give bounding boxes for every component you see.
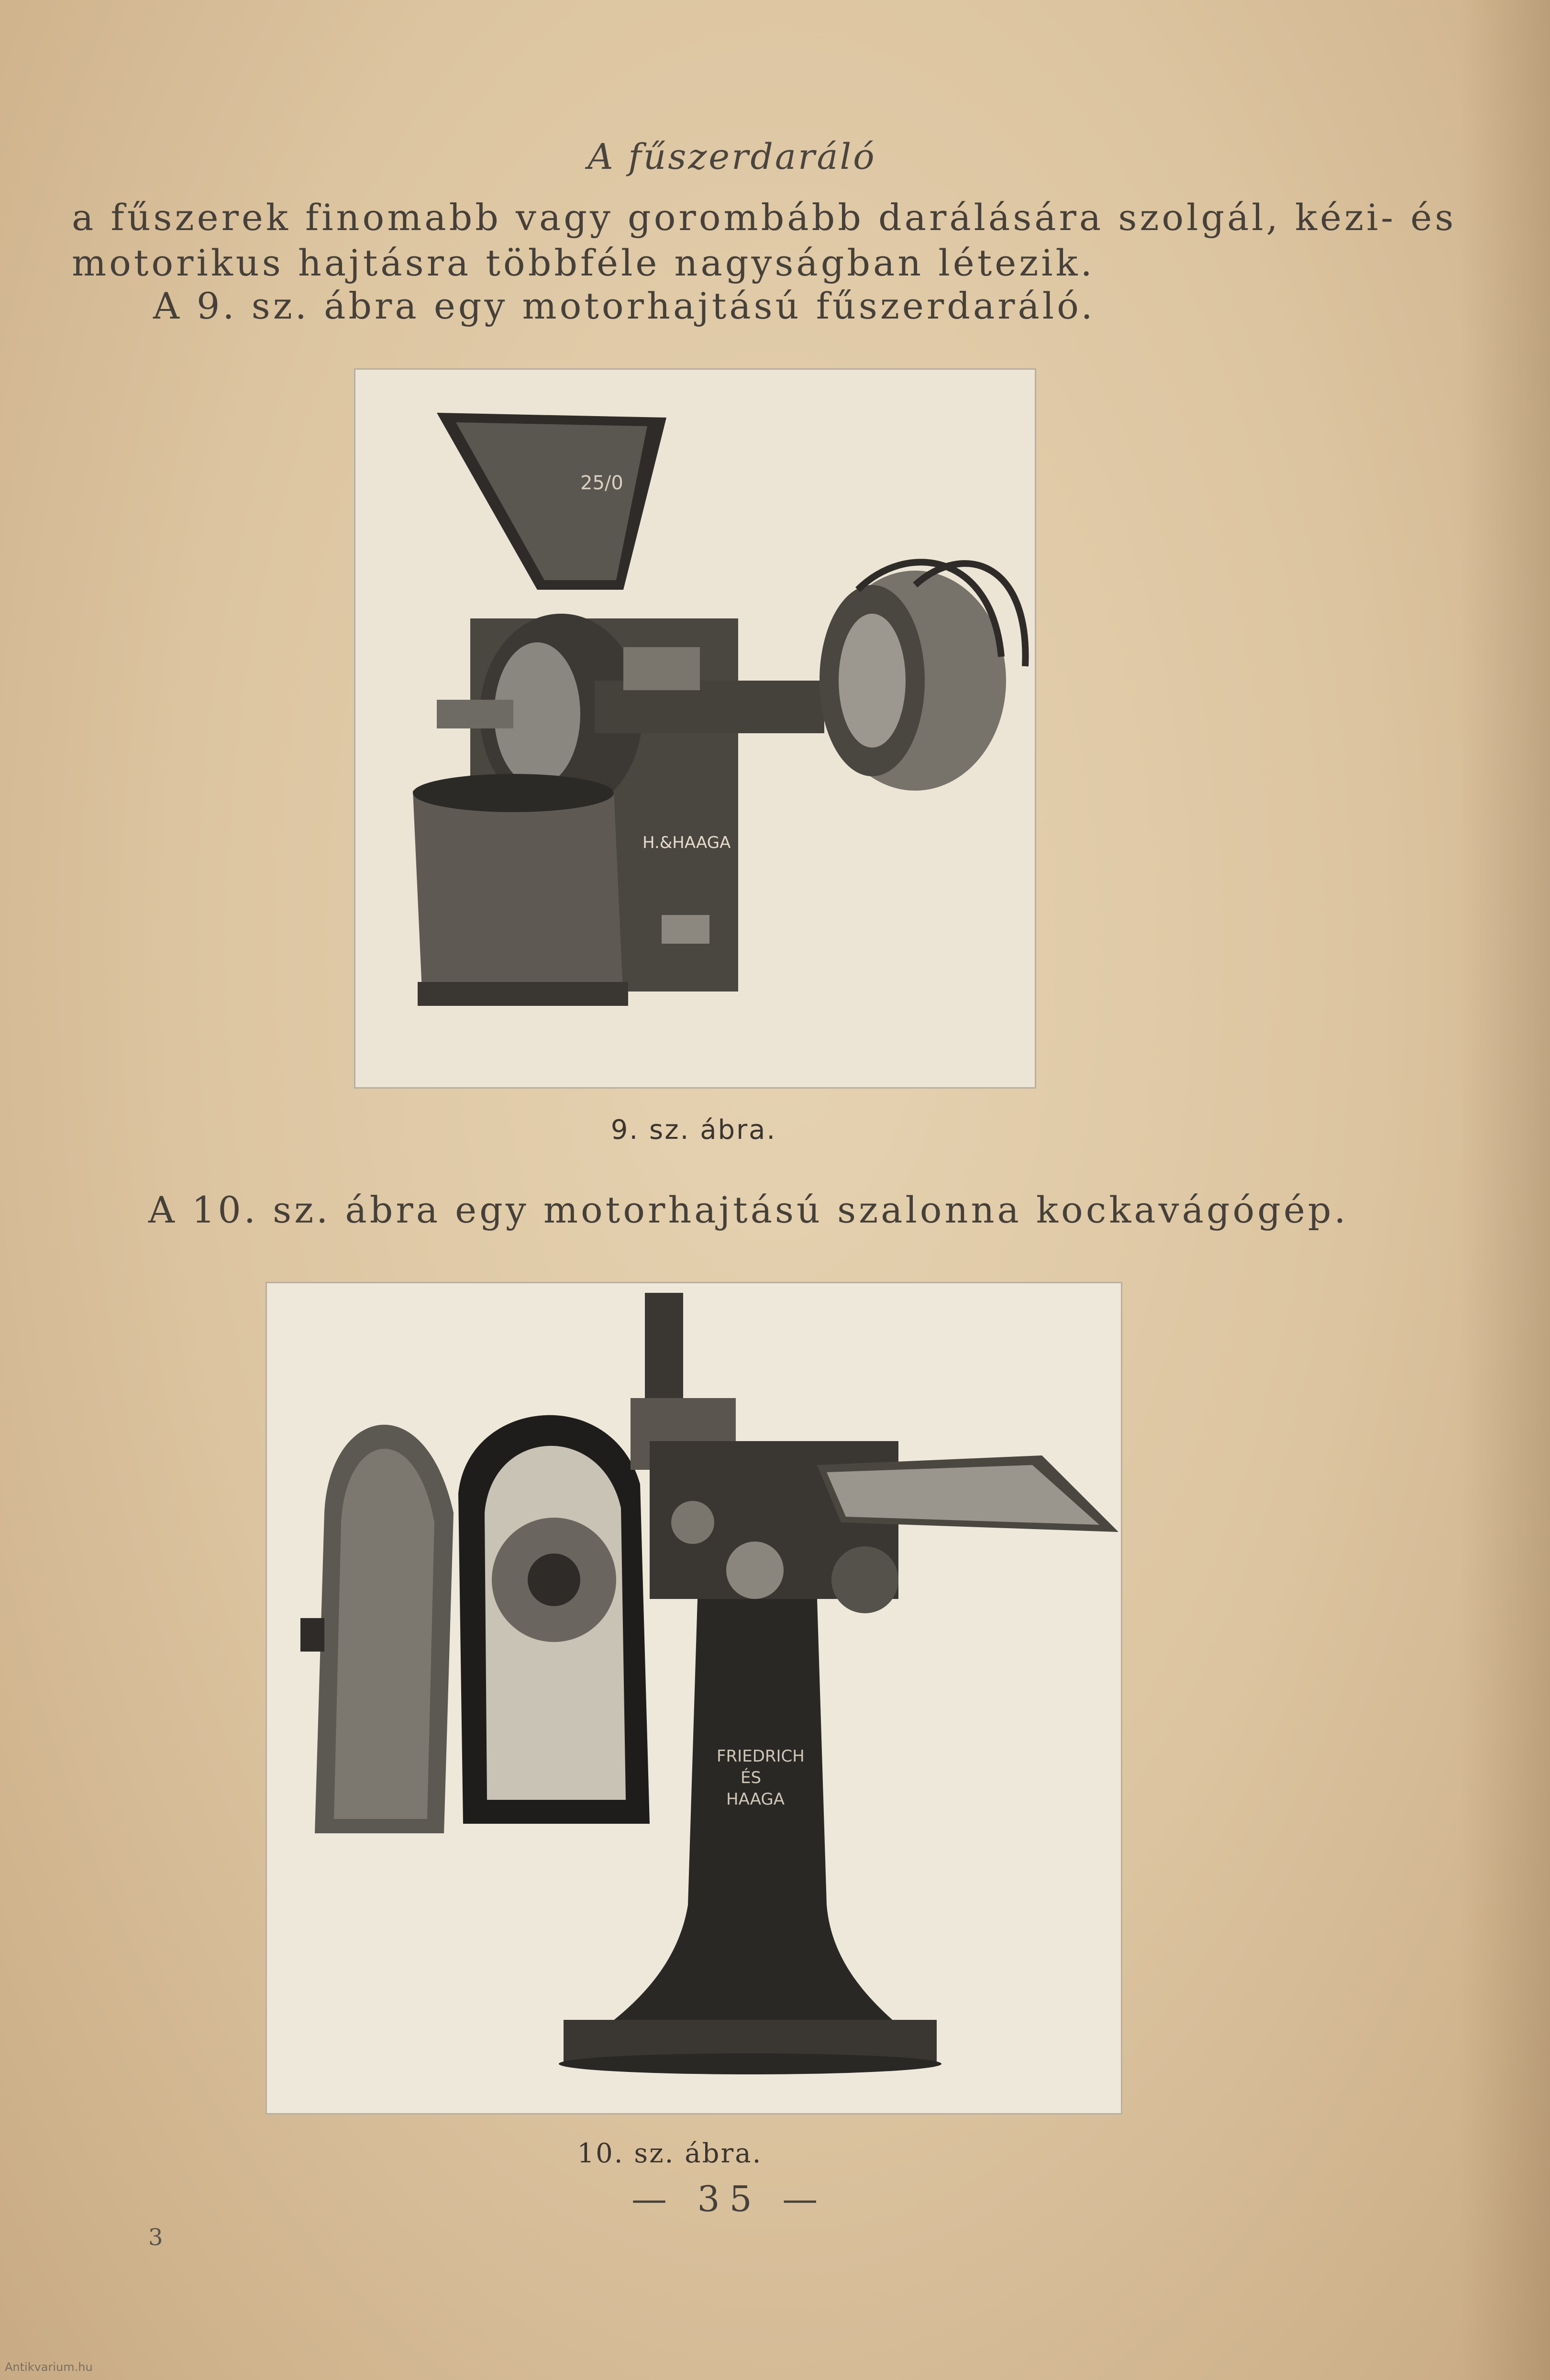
paragraph-line-1: a fűszerek finomabb vagy gorombább darálására szolgál, kézi- és xyxy=(72,196,1457,239)
stand-text-2: ÉS xyxy=(741,1768,762,1787)
grinder-plate-text: H.&HAAGA xyxy=(642,833,731,852)
figure-10-caption: 10. sz. ábra. xyxy=(577,2138,763,2169)
signature-mark: 3 xyxy=(148,2224,163,2251)
stand-text-3: HAAGA xyxy=(726,1790,785,1809)
page-shadow-edge xyxy=(1459,0,1550,2380)
figure-9-caption: 9. sz. ábra. xyxy=(610,1114,777,1146)
watermark: Antikvarium.hu xyxy=(5,2360,93,2374)
section-heading: A fűszerdaráló xyxy=(587,136,876,177)
paragraph-line-2: motorikus hajtásra többféle nagyságban létezik. xyxy=(72,242,1095,284)
figure-10-bacon-dicer-image xyxy=(266,1282,1122,2115)
figure-9-spice-grinder-image xyxy=(354,368,1036,1089)
hopper-mark: 25/0 xyxy=(580,472,623,494)
paragraph-line-3: A 9. sz. ábra egy motorhajtású fűszerdaráló. xyxy=(153,285,1096,327)
stand-text-1: FRIEDRICH xyxy=(717,1747,805,1766)
figure-10-intro-text: A 10. sz. ábra egy motorhajtású szalonna kockavágógép. xyxy=(148,1189,1349,1231)
page-number: — 35 — xyxy=(631,2179,828,2220)
